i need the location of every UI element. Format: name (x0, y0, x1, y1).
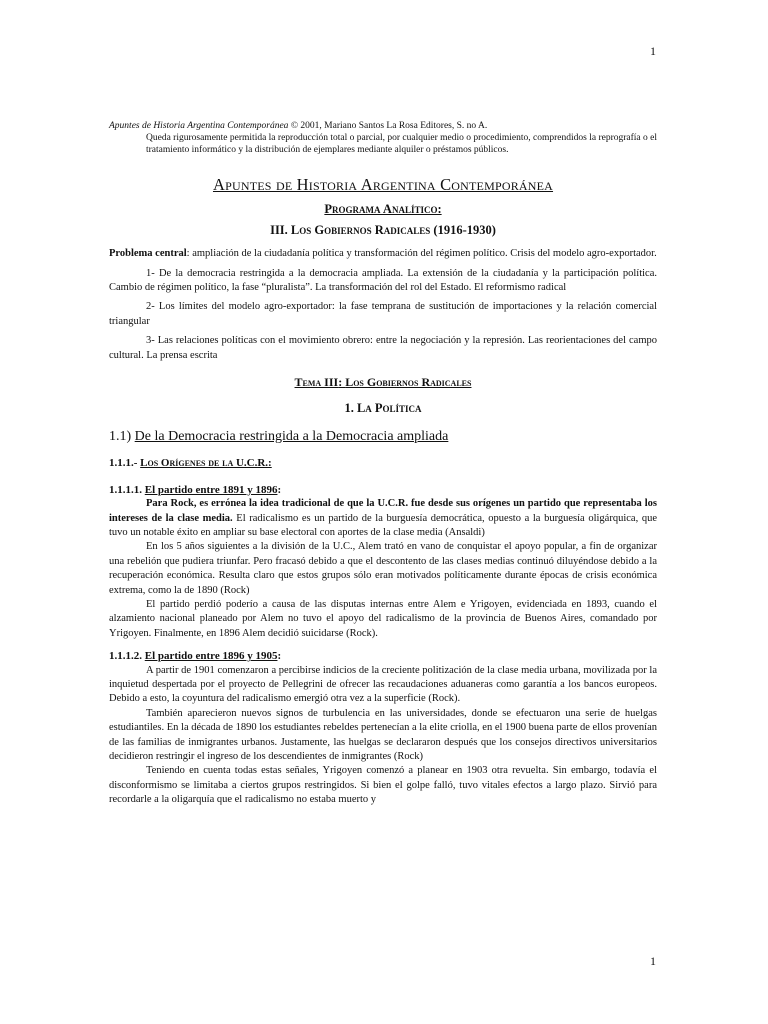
origenes-title: Los Orígenes de la U.C.R.: (140, 457, 272, 470)
part1-colon: : (277, 483, 282, 496)
copyright-notice (109, 120, 657, 156)
part2-paragraph-2: También aparecieron nuevos signos de turbulencia en las universidades, donde se efectuaron una serie de huelgas estudiantiles. En la década de 1890 los estudiantes rebeldes pertenecían a la elite criolla, en el 1900 buena parte de ellos provenían de las familias de inmigrantes urbanos. Justamente, las huelgas se declararon después que los consejos directivos universitarios decidieron restringir el ingreso de los descendientes de inmigrantes (Rock) (109, 707, 657, 762)
part2-colon: : (277, 650, 282, 663)
tema-colon: : (338, 375, 346, 390)
origenes-heading (109, 456, 657, 470)
part1-paragraph-3: El partido perdió poderío a causa de las disputas internas entre Alem e Yrigoyen, evidenciada en 1893, cuando el alzamiento nacional planeado por Alem no tuvo el apoyo del radicalismo de la provincia de Buenos Aires, comandado por Yrigoyen. Finalmente, en 1896 Alem decidió suicidarse (Rock). (109, 598, 657, 639)
main-title: Apuntes de Historia Argentina Contemporánea (212, 175, 554, 194)
subsection-heading (109, 430, 657, 444)
tema-heading (109, 375, 657, 389)
tema-title: Los Gobiernos Radicales (345, 375, 472, 390)
document-body (109, 120, 657, 808)
problema-text: : ampliación de la ciudadanía política y transformación del régimen político. Crisis del modelo agro-exportador. (186, 248, 657, 260)
problema-label: Problema central (109, 248, 187, 260)
copyright-publisher: © 2001, Mariano Santos La Rosa Editores, S. no A. (290, 121, 488, 131)
part1-title: El partido entre 1891 y 1896 (144, 483, 278, 496)
copyright-book-title: Apuntes de Historia Argentina Contemporánea (109, 121, 289, 131)
section-title: III. Los Gobiernos Radicales (1916-1930) (270, 222, 496, 237)
programa-item-1: 1- De la democracia restringida a la democracia ampliada. La extensión de la ciudadanía y la participación política. Cambio de régimen político, la fase “pluralista”. La transformación del rol del Estado. El reformismo radical (109, 267, 657, 294)
part2-number: 1.1.1.2. (109, 650, 145, 663)
part2-heading (109, 649, 657, 663)
problema-central (109, 247, 657, 261)
copyright-rights: Queda rigurosamente permitida la reproducción total o parcial, por cualquier medio o procedimiento, comprendidos la reprografía o el tratamiento informático y la distribución de ejemplares mediante alquiler o préstamos públicos. (146, 133, 657, 155)
tema-label: Tema III (294, 375, 339, 390)
part1-number: 1.1.1.1. (109, 483, 145, 496)
part2-title: El partido entre 1896 y 1905 (144, 650, 278, 663)
page-number-top: 1 (650, 44, 656, 58)
part2-paragraph-1: A partir de 1901 comenzaron a percibirse indicios de la creciente politización de la clase media urbana, movilizada por la inquietud despertada por el proyecto de Pellegrini de ofrecer las recaudaciones aduaneras como garantía a los bancos europeos. Debido a esto, la coyuntura del radicalismo emergió otra vez a la superficie (Rock). (109, 664, 657, 705)
programa-title: Programa Analítico: (324, 202, 442, 217)
subsection-number: 1.1) (109, 428, 135, 444)
part1-heading (109, 483, 657, 497)
programa-item-3: 3- Las relaciones políticas con el movimiento obrero: entre la negociación y la represión. Las reorientaciones del campo cultural. La prensa escrita (109, 335, 657, 361)
part1-paragraph-1 (109, 497, 657, 540)
programa-item-2: 2- Los límites del modelo agro-exportador: la fase temprana de sustitución de importaciones y la relación comercial triangular (109, 301, 657, 327)
part1-bold-lead: Para Rock, es errónea la idea tradicional de que la U.C.R. fue desde sus orígenes un partido que representaba los intereses de la clase media. (109, 498, 657, 524)
part2-paragraph-3: Teniendo en cuenta todas estas señales, Yrigoyen comenzó a planear en 1903 otra revuelta. Sin embargo, todavía el disconformismo se limitaba a ciertos grupos restringidos. Si bien el golpe falló, tuvo vitales efectos a largo plazo. Sirvió para recordarle a la oligarquía que el radicalismo no estaba muerto y (109, 765, 657, 806)
page-number-bottom: 1 (650, 954, 656, 968)
subsection-title: De la Democracia restringida a la Democracia ampliada (134, 428, 449, 444)
part1-paragraph-2: En los 5 años siguientes a la división de la U.C., Alem trató en vano de conquistar el apoyo popular, a fin de organizar una rebelión que pudiera triunfar. Pero fracasó debido a que el descontento de las clases medias continuó diluyéndose debido a la recuperación económica. Resulta claro que estos grupos sólo eran motivados políticamente durante épocas de crisis económica extrema, como la de 1890 (Rock) (109, 541, 657, 596)
origenes-number: 1.1.1.- (109, 457, 141, 470)
politica-heading: 1. La Política (344, 401, 422, 416)
part1-paragraph-1-rest: El radicalismo es un partido de la burguesía democrática, opuesto a la burguesía oligárquica, que tuvo un notable éxito en ampliar su base electoral con aportes de la clase media (Ansaldi) (109, 512, 657, 538)
